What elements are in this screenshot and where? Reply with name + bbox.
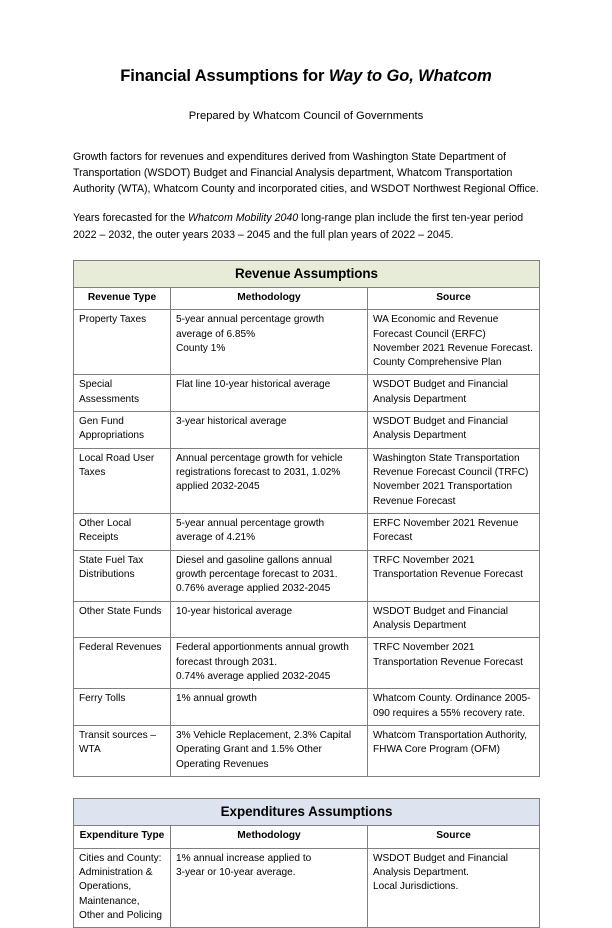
cell-line: Transit sources – WTA [79, 730, 157, 756]
cell-methodology [171, 448, 368, 513]
cell-type [74, 638, 171, 689]
revenue-table-body [74, 310, 540, 777]
document-content [73, 0, 539, 928]
cell-type [74, 726, 171, 777]
table-row [74, 375, 540, 412]
plan-name-italic: Whatcom Mobility 2040 [188, 212, 299, 225]
cell-type [74, 689, 171, 726]
cell-line: Ferry Tolls [79, 693, 126, 705]
cell-type [74, 601, 171, 638]
revenue-assumptions-table [73, 260, 540, 777]
cell-type [74, 550, 171, 601]
expenditures-column-header-type: Expenditure Type [74, 826, 171, 848]
revenue-table-banner: Revenue Assumptions [74, 260, 540, 287]
cell-line: 10-year historical average [176, 605, 293, 617]
revenue-assumptions-table-wrapper [73, 243, 539, 777]
cell-line: 1% annual growth [176, 693, 257, 705]
table-row [74, 412, 540, 449]
cell-methodology [171, 638, 368, 689]
intro-paragraph-1: Growth factors for revenues and expenditures derived from Washington State Department of Transportation (WSDOT) Budget and Financial Analysis department, Whatcom Transportation Authority (WTA), Whatcom County and incorporated cities, and WSDOT Northwest Regional Office. [73, 151, 539, 196]
cell-line: TRFC November 2021 Transportation Revenue Forecast [373, 642, 523, 668]
cell-line: Property Taxes [79, 314, 147, 326]
cell-line: Whatcom County. Ordinance 2005-090 requires a 55% recovery rate. [373, 693, 531, 719]
cell-source [368, 726, 540, 777]
page-title [73, 0, 539, 87]
intro-paragraph-2 [73, 197, 539, 242]
cell-line: County 1% [176, 342, 226, 354]
cell-line: Washington State Transportation Revenue Forecast Council (TRFC) November 2021 Transportation Revenue Forecast [373, 452, 529, 507]
cell-source [368, 375, 540, 412]
page-title-italic: Way to Go, Whatcom [328, 67, 492, 85]
cell-line: 3-year or 10-year average. [176, 866, 296, 878]
page-title-plain: Financial Assumptions for [120, 67, 329, 85]
cell-methodology [171, 514, 368, 551]
table-row [74, 848, 540, 928]
cell-methodology [171, 689, 368, 726]
cell-type [74, 848, 171, 928]
cell-source [368, 310, 540, 375]
cell-source [368, 638, 540, 689]
expenditures-column-header-source: Source [368, 826, 540, 848]
cell-line: WA Economic and Revenue Forecast Council (ERFC) November 2021 Revenue Forecast. [373, 314, 533, 354]
revenue-banner-row [74, 260, 540, 287]
cell-line: Diesel and gasoline gallons annual growth percentage forecast to 2031. 0.76% average applied 2032-2045 [176, 554, 338, 595]
cell-type [74, 412, 171, 449]
cell-line: 5-year annual percentage growth average of 6.85% [176, 314, 325, 340]
cell-source [368, 848, 540, 928]
cell-type [74, 375, 171, 412]
cell-source [368, 448, 540, 513]
cell-line: Other Local Receipts [79, 518, 132, 544]
expenditures-column-header-methodology: Methodology [171, 826, 368, 848]
cell-methodology [171, 550, 368, 601]
cell-source [368, 689, 540, 726]
cell-line: Gen Fund Appropriations [79, 416, 145, 442]
cell-line: 5-year annual percentage growth average of 4.21% [176, 518, 325, 544]
cell-methodology [171, 375, 368, 412]
cell-line: Cities and County: Administration & Operations, Maintenance, Other and Policing [79, 852, 163, 921]
cell-type [74, 514, 171, 551]
cell-line: Federal Revenues [79, 642, 162, 654]
cell-source [368, 412, 540, 449]
cell-methodology [171, 848, 368, 928]
cell-line: State Fuel Tax Distributions [79, 554, 144, 581]
cell-line: 3-year historical average [176, 416, 287, 428]
cell-source [368, 514, 540, 551]
cell-methodology [171, 412, 368, 449]
table-row [74, 601, 540, 638]
cell-type [74, 310, 171, 375]
expenditures-assumptions-table-wrapper [73, 777, 539, 928]
intro-paragraph-2-part2: long-range plan include the first ten-year period 2022 – 2032, the outer years 2033 – 2045 and the full plan years of 2022 – 2045. [73, 212, 524, 241]
table-row [74, 310, 540, 375]
cell-source [368, 550, 540, 601]
cell-line: Flat line 10-year historical average [176, 379, 331, 391]
cell-methodology [171, 601, 368, 638]
cell-source [368, 601, 540, 638]
cell-line: TRFC November 2021 Transportation Revenue Forecast [373, 554, 523, 581]
table-row [74, 514, 540, 551]
cell-line: Annual percentage growth for vehicle registrations forecast to 2031, 1.02% applied 2032-2045 [176, 452, 343, 493]
table-row [74, 638, 540, 689]
intro-paragraph-2-part1: Years forecasted for the [73, 212, 189, 225]
table-row [74, 550, 540, 601]
expenditures-table-body [74, 848, 540, 928]
cell-line: 3% Vehicle Replacement, 2.3% Capital Operating Grant and 1.5% Other Operating Revenues [176, 730, 352, 770]
cell-line: ERFC November 2021 Revenue Forecast [373, 518, 519, 544]
cell-line: WSDOT Budget and Financial Analysis Department [373, 416, 509, 442]
revenue-column-header-source: Source [368, 287, 540, 309]
expenditures-column-header-row [74, 826, 540, 848]
expenditures-table-banner: Expenditures Assumptions [74, 799, 540, 826]
table-row [74, 726, 540, 777]
table-row [74, 448, 540, 513]
page-subtitle: Prepared by Whatcom Council of Governments [188, 109, 424, 122]
cell-line: WSDOT Budget and Financial Analysis Department [373, 605, 509, 632]
cell-line: WSDOT Budget and Financial Analysis Department. [373, 852, 509, 878]
cell-line: 0.74% average applied 2032-2045 [176, 671, 331, 683]
expenditures-banner-row [74, 799, 540, 826]
cell-type [74, 448, 171, 513]
cell-line: Federal apportionments annual growth forecast through 2031. [176, 642, 349, 668]
cell-line: Other State Funds [79, 605, 162, 617]
cell-line: WSDOT Budget and Financial Analysis Department [373, 379, 509, 405]
revenue-column-header-type: Revenue Type [74, 287, 171, 309]
revenue-column-header-row [74, 287, 540, 309]
revenue-column-header-methodology: Methodology [171, 287, 368, 309]
cell-line: Whatcom Transportation Authority, FHWA Core Program (OFM) [373, 730, 528, 756]
expenditures-assumptions-table [73, 798, 540, 928]
cell-line: 1% annual increase applied to [176, 852, 312, 864]
cell-methodology [171, 726, 368, 777]
cell-methodology [171, 310, 368, 375]
table-row [74, 689, 540, 726]
cell-line: Special Assessments [79, 379, 140, 405]
cell-line: Local Road User Taxes [79, 452, 155, 479]
cell-line: County Comprehensive Plan [373, 357, 502, 369]
cell-line: Local Jurisdictions. [373, 881, 459, 893]
